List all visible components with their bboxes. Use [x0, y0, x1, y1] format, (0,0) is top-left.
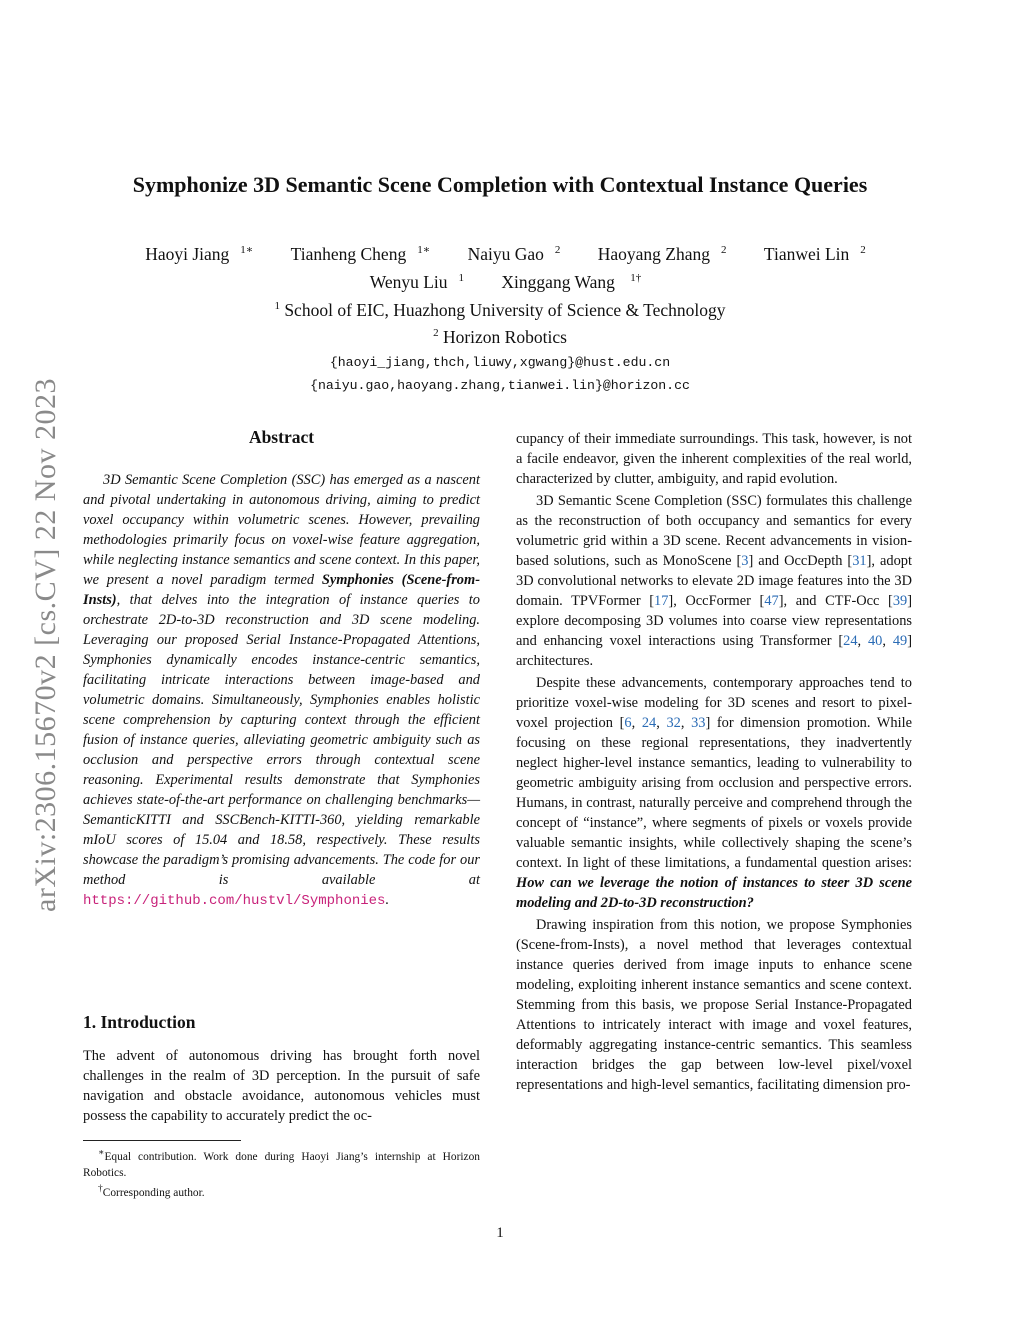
- paragraph-ssc: 3D Semantic Scene Completion (SSC) formulates this challenge as the reconstruction of both occupancy and semantics for every volumetric grid within a 3D scene. Recent advancements in vision-based solutions, such as MonoScene [3] and OccDepth [31], adopt 3D convolutional networks to elevate 2D image features into the 3D domain. TPVFormer [17], OccFormer [47], and CTF-Occ [39] explore decomposing 3D volumes into coarse view representations and enhancing voxel interactions using Transformer [24, 40, 49] architectures.: [516, 493, 912, 669]
- email-line-2: {naiyu.gao,haoyang.zhang,tianwei.lin}@horizon.cc: [310, 378, 690, 394]
- citation-link[interactable]: 6: [624, 715, 632, 731]
- citation-link[interactable]: 33: [691, 715, 706, 731]
- paragraph-proposal: Drawing inspiration from this notion, we propose Symphonies (Scene-from-Insts), a novel method that leverages contextual instance queries derived from image inputs to enhance scene modeling, exploiting inherent instance semantics and scene context. Stemming from this basis, we propose Serial Instance-Propagated Attentions to intricately interact with image and voxel features, deformably aggregating instance-centric semantics. This seamless interaction bridges the gap between low-level pixel/voxel representations and high-level semantics, facilitating dimension pro-: [516, 917, 912, 1093]
- author-row-1: [100, 238, 900, 266]
- citation-link[interactable]: 32: [666, 715, 681, 731]
- email-line-1: {haoyi_jiang,thch,liuwy,xgwang}@hust.edu.cn: [329, 355, 671, 371]
- footnote-divider: [83, 1140, 241, 1141]
- footnote-2: [83, 1181, 480, 1201]
- footnote-text: Equal contribution. Work done during Haoyi Jiang’s internship at Horizon Robotics.: [83, 1150, 480, 1179]
- author-name: Tianheng Cheng: [290, 243, 407, 264]
- author-name: Naiyu Gao: [467, 243, 544, 264]
- abstract-paragraph: [83, 470, 480, 911]
- abstract-body: [83, 470, 480, 911]
- affiliation-sup: 2: [433, 327, 439, 340]
- abstract-text: 3D Semantic Scene Completion (SSC) has emerged as a nascent and pivotal undertaking in autonomous driving, aiming to predict voxel occupancy within volumetric scenes. However, prevailing methodologies primarily focus on voxel-wise feature aggregation, while neglecting instance semantics and scene context. In this paper, we present a novel paradigm termed: [83, 472, 480, 588]
- author: [587, 244, 727, 264]
- affiliation-1: [100, 294, 900, 322]
- author: [457, 244, 561, 264]
- text-run: ] for dimension promotion. While focusing on these regional representations, they inadvertently neglect higher-level instance semantics, leading to vulnerability to geometric ambiguity arising from occlusion and perspective errors. Humans, in contrast, naturally perceive and comprehend through the concept of “instance”, where segments of pixels or voxels provide valuable semantic insights, while collectively shaping the scene’s context. In light of these limitations, a fundamental question arises:: [516, 715, 912, 871]
- paragraph-advancements: Despite these advancements, contemporary approaches tend to prioritize voxel-wise modeling for 3D scenes and resort to pixel-voxel projection [6, 24, 32, 33] for dimension promotion. While focusing on these regional representations, they inadvertently neglect higher-level instance semantics, leading to vulnerability to geometric ambiguity arising from occlusion and perspective errors. Humans, in contrast, naturally perceive and comprehend through the concept of “instance”, where segments of pixels or voxels provide valuable semantic insights, while collectively shaping the scene’s context. In light of these limitations, a fundamental question arises: How can we leverage the notion of instances to steer 3D scene modeling and 2D-to-3D reconstruction?: [516, 675, 912, 911]
- paper-title: Symphonize 3D Semantic Scene Completion with Contextual Instance Queries: [132, 172, 868, 197]
- author-name: Tianwei Lin: [763, 243, 850, 264]
- author-sup: 1∗: [417, 244, 431, 256]
- text-run: ] architectures.: [516, 633, 912, 669]
- text-run: 3D Semantic Scene Completion (SSC) formulates this challenge as the reconstruction of both occupancy and semantics for every volumetric grid within a 3D scene. Recent advancements in vision-based solutions, such as MonoScene [: [516, 493, 912, 569]
- citation-link[interactable]: 17: [654, 593, 669, 609]
- author-name: Xinggang Wang: [501, 271, 615, 292]
- abstract-heading: Abstract: [248, 427, 315, 447]
- abstract-text: , that delves into the integration of instance queries to orchestrate 2D-to-3D reconstruction and 3D scene modeling. Leveraging our proposed Serial Instance-Propagated Attentions, Symphonies dynamically encodes instance-centric semantics, facilitating intricate interactions between image-based and volumetric domains. Simultaneously, Symphonies enables holistic scene comprehension by capturing context through the efficient fusion of instance queries, alleviating geometric ambiguity such as occlusion and perspective errors through contextual scene reasoning. Experimental results demonstrate that Symphonies achieves state-of-the-art performance on challenging benchmarks—SemanticKITTI and SSCBench-KITTI-360, yielding remarkable mIoU scores of 15.04 and 18.58, respectively. These results showcase the paradigm’s promising advancements. The code for our method is available at: [83, 592, 480, 888]
- text-run: ], and CTF-Occ [: [778, 593, 893, 609]
- citation-link[interactable]: 47: [764, 593, 779, 609]
- author: [753, 244, 866, 264]
- text-run: ], adopt 3D convolutional networks to elevate 2D image features into the 3D domain. TPVFormer [: [516, 553, 912, 609]
- arxiv-stamp-text: arXiv:2306.15670v2 [cs.CV] 22 Nov 2023: [29, 378, 62, 912]
- citation-link[interactable]: 24: [843, 633, 858, 649]
- author: [134, 244, 253, 264]
- affiliation-2: [100, 321, 900, 349]
- author-name: Haoyang Zhang: [597, 243, 711, 264]
- author-name: Haoyi Jiang: [145, 243, 230, 264]
- citation-link[interactable]: 31: [852, 553, 867, 569]
- page-number: 1: [496, 1225, 504, 1241]
- intro-paragraph: The advent of autonomous driving has brought forth novel challenges in the realm of 3D perception. In the pursuit of safe navigation and obstacle avoidance, autonomous vehicles must possess the capability to accurately predict the oc-: [83, 1048, 480, 1124]
- paragraph: cupancy of their immediate surroundings. This task, however, is not a facile endeavor, given the inherent complexities of the real world, characterized by clutter, ambiguity, and rapid evolution.: [516, 431, 912, 487]
- citation-link[interactable]: 40: [867, 633, 883, 649]
- citation-link[interactable]: 3: [741, 553, 749, 569]
- author-block: [100, 238, 900, 397]
- footnote-text: Corresponding author.: [102, 1186, 205, 1199]
- affiliation-sup: 1: [274, 299, 280, 312]
- author: [280, 244, 431, 264]
- author-sup: 2: [721, 244, 727, 256]
- citation-link[interactable]: 24: [641, 715, 657, 731]
- footnote-mark: ∗: [98, 1148, 105, 1158]
- abstract-method-name: Symphonies (Scene-from-Insts): [83, 572, 480, 608]
- footnote-mark: †: [98, 1183, 103, 1194]
- author-sup: 1†: [630, 271, 642, 284]
- code-link[interactable]: https://github.com/hustvl/Symphonies: [83, 893, 386, 909]
- text-run: Despite these advancements, contemporary approaches tend to prioritize voxel-wise modeling for 3D scenes and resort to pixel-voxel projection [: [516, 675, 912, 731]
- text-run: ] and OccDepth [: [748, 553, 853, 569]
- research-question: How can we leverage the notion of instances to steer 3D scene modeling and 2D-to-3D reconstruction?: [516, 875, 912, 911]
- citation-link[interactable]: 39: [892, 593, 908, 609]
- citation-link[interactable]: 49: [892, 633, 908, 649]
- section-heading-introduction: 1. Introduction: [83, 1012, 196, 1032]
- right-column: [516, 429, 912, 1095]
- affiliation-text: Horizon Robotics: [442, 327, 567, 348]
- intro-body: [83, 1046, 480, 1126]
- author: [359, 272, 464, 292]
- footnote-1: [83, 1145, 480, 1181]
- author-sup: 2: [554, 244, 561, 256]
- author-sup: 1: [458, 271, 465, 284]
- affiliation-text: School of EIC, Huazhong University of Science & Technology: [284, 299, 726, 320]
- text-run: ] explore decomposing 3D volumes into coarse view representations and enhancing voxel interactions using Transformer [: [516, 593, 912, 649]
- author-row-2: [100, 266, 900, 294]
- author-sup: 1∗: [240, 244, 254, 256]
- footnotes: [83, 1145, 480, 1201]
- author: [490, 272, 641, 292]
- author-name: Wenyu Liu: [369, 271, 448, 292]
- author-sup: 2: [860, 244, 866, 256]
- arxiv-stamp: [26, 345, 66, 945]
- text-run: ], OccFormer [: [668, 593, 765, 609]
- abstract-text: .: [385, 892, 390, 908]
